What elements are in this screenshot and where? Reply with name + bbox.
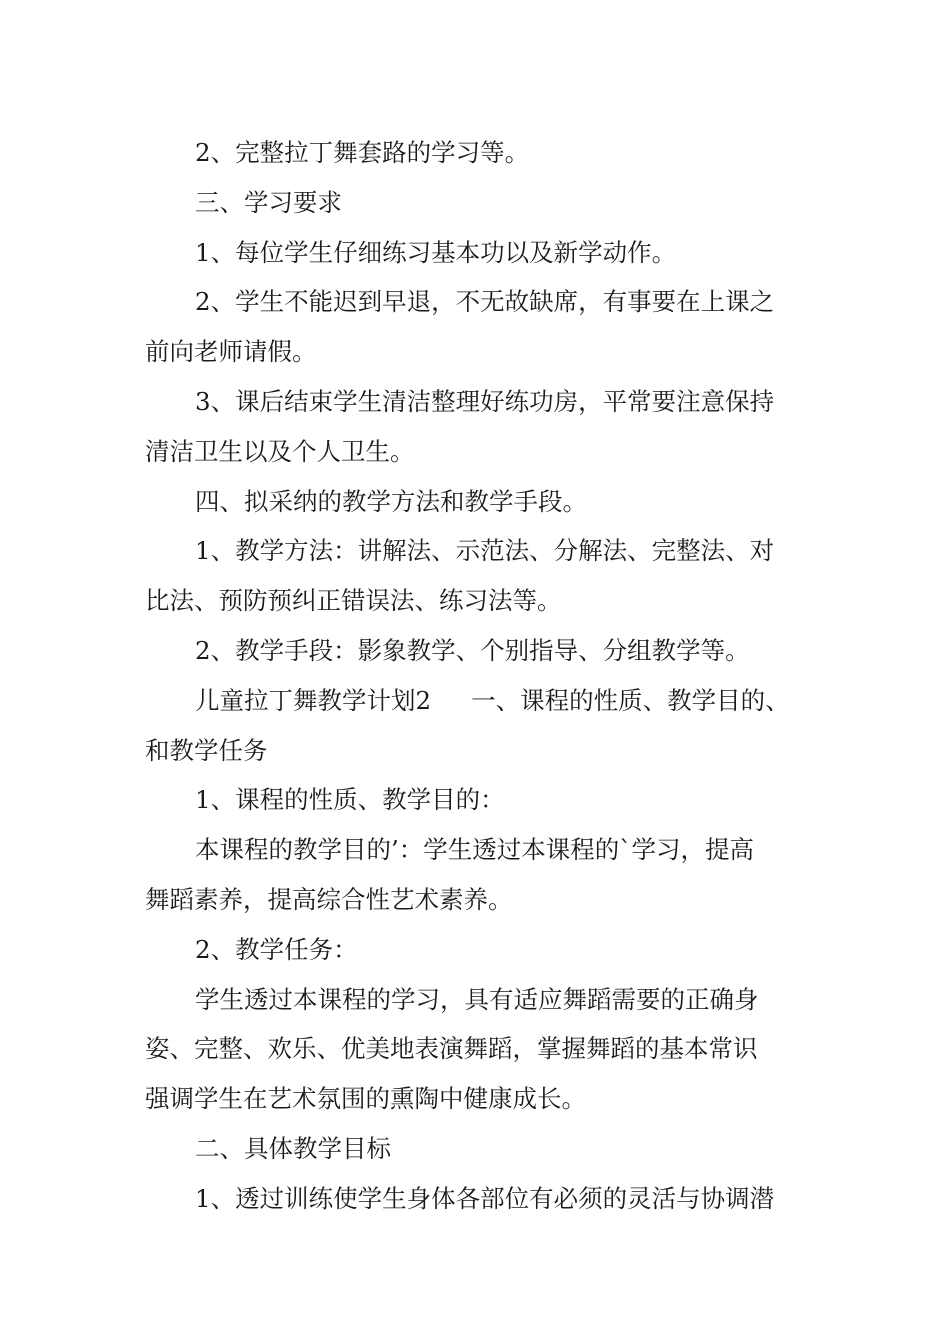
text-line: 强调学生在艺术氛围的熏陶中健康成长。: [145, 1084, 586, 1114]
text-line: 和教学任务: [145, 735, 268, 765]
document-title: 儿童拉丁舞教学计划2: [195, 685, 432, 715]
text-line: 舞蹈素养，提高综合性艺术素养。: [145, 884, 513, 914]
section-heading: 一、课程的性质、教学目的、: [471, 685, 790, 715]
text-line: 2、完整拉丁舞套路的学习等。: [195, 138, 530, 167]
text-line: 2、学生不能迟到早退，不无故缺席，有事要在上课之: [195, 287, 775, 317]
title-line: [145, 676, 835, 726]
subsection-heading: 2、教学任务：: [195, 934, 358, 964]
text-line: 本课程的教学目的’：学生透过本课程的`学习，提高: [195, 835, 755, 865]
text-line: 1、每位学生仔细练习基本功以及新学动作。: [195, 237, 677, 267]
text-line: 1、透过训练使学生身体各部位有必须的灵活与协调潜: [195, 1183, 775, 1213]
text-line: 3、课后结束学生清洁整理好练功房，平常要注意保持: [195, 386, 775, 416]
subsection-heading: 1、课程的性质、教学目的：: [195, 785, 505, 815]
text-line: 1、教学方法：讲解法、示范法、分解法、完整法、对: [195, 536, 775, 566]
document-body: [145, 128, 835, 1224]
text-line: 学生透过本课程的学习，具有适应舞蹈需要的正确身: [195, 984, 759, 1014]
section-heading: 二、具体教学目标: [195, 1133, 391, 1163]
section-heading: 四、拟采纳的教学方法和教学手段。: [195, 486, 587, 516]
text-line: 清洁卫生以及个人卫生。: [145, 436, 415, 466]
text-line: 比法、预防预纠正错误法、练习法等。: [145, 586, 562, 616]
section-heading: 三、学习要求: [195, 187, 342, 217]
text-line: 前向老师请假。: [145, 337, 317, 367]
text-line: 姿、完整、欢乐、优美地表演舞蹈，掌握舞蹈的基本常识: [145, 1034, 758, 1064]
text-line: 2、教学手段：影象教学、个别指导、分组教学等。: [195, 635, 750, 665]
